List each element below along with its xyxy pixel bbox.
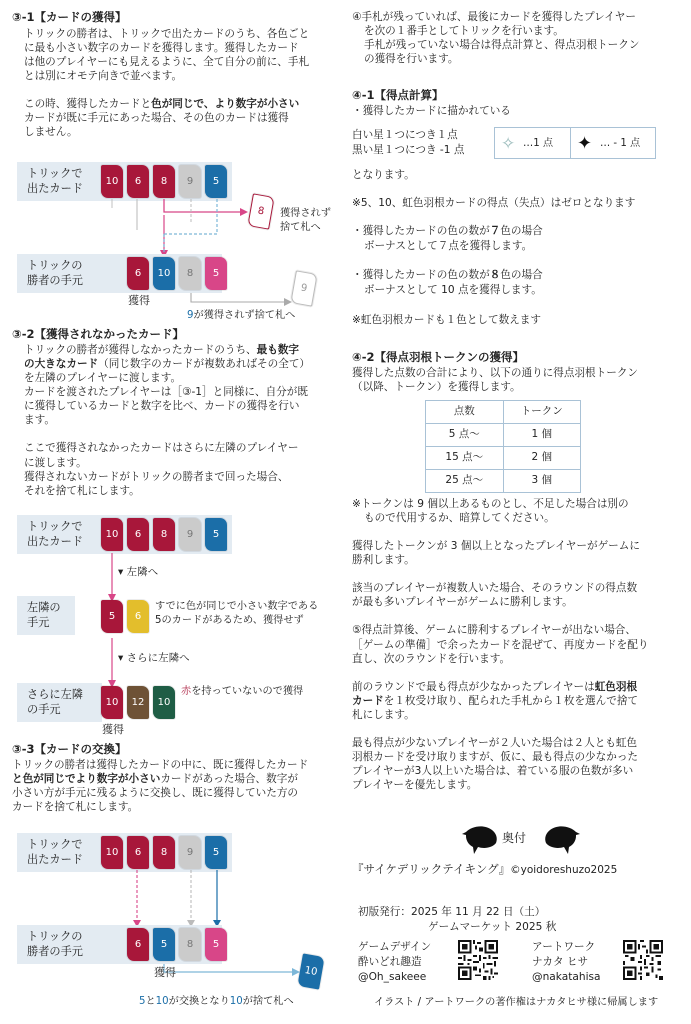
text-line: に獲得しているカードと数字を比べ、カードの獲得を行い — [24, 400, 300, 413]
discard-label: 獲得されず 捨て札へ — [280, 208, 331, 233]
card-brown: 12 — [127, 686, 149, 719]
got-label: 獲得 — [128, 294, 150, 307]
crow-right-icon — [540, 822, 580, 856]
table-row — [426, 424, 581, 447]
text-line: ボーナスとして７点を獲得します。 — [364, 240, 533, 252]
card-gray: 8 — [179, 928, 201, 961]
star-legend-box — [494, 127, 656, 159]
card-blue: 10 — [153, 257, 175, 290]
band-label: さらに左隣 の手元 — [27, 688, 83, 716]
black-star-icon: ✦ — [577, 133, 593, 154]
swap-note: 5と10が交換となり10が捨て札へ — [139, 996, 294, 1007]
text-line: プレイヤーが3人以上いた場合は、着ている服の色数が多い — [352, 765, 634, 778]
card-red: 6 — [127, 836, 149, 869]
text-line: 手札が残っていない場合は得点計算と、得点羽根トークン — [364, 39, 640, 52]
text-line: となります。 — [352, 169, 415, 181]
card-red: 6 — [127, 165, 149, 198]
text-line: が最も多いプレイヤーがゲームに勝利します。 — [352, 596, 573, 609]
release-date: 初版発行：2025 年 11 月 22 日（土） — [358, 906, 546, 918]
text-line: に最も小さい数字のカードを獲得します。獲得したカード — [24, 42, 299, 55]
text-line: ・獲得したカードに描かれている — [352, 105, 511, 117]
text-line: 該当のプレイヤーが複数人いた場合、そのラウンドの得点数 — [352, 582, 638, 595]
text-line: 勝利します。 — [352, 554, 415, 567]
black-star-points: … - 1 点 — [600, 138, 641, 149]
design-credit: ゲームデザイン 酔いどれ趣造 @Oh_sakeee — [358, 941, 432, 983]
text-line: カードを捨て札にします。 — [12, 801, 139, 814]
band-label: 左隣の 手元 — [27, 601, 61, 629]
text-line: と色が同じでより数字が小さいカードがあった場合、数字が — [12, 773, 298, 786]
table-row — [426, 470, 581, 493]
text-line: ここで獲得されなかったカードはさらに左隣のプレイヤー — [24, 442, 299, 455]
text-line: 札にします。 — [352, 708, 415, 721]
text-line: の大きなカード（同じ数字のカードが複数あればその全て） — [24, 358, 311, 371]
table-header: トークン — [503, 401, 581, 424]
card-red: 8 — [153, 165, 175, 198]
text-line: 最も得点が少ないプレイヤーが２人いた場合は２人とも虹色 — [352, 736, 638, 749]
text-line: ※虹色羽根カードも１色として数えます — [352, 314, 541, 326]
text-line: トリックの勝者が獲得しなかったカードのうち、最も数字 — [24, 344, 300, 356]
section-body — [352, 497, 687, 792]
text-line: 獲得したトークンが 3 個以上となったプレイヤーがゲームに — [352, 540, 640, 553]
text-line: この時、獲得したカードと色が同じで、より数字が小さい — [24, 98, 300, 111]
card-red: 10 — [101, 165, 123, 198]
card-red: 10 — [101, 686, 123, 719]
card-blue: 5 — [205, 165, 227, 198]
card-blue: 5 — [205, 518, 227, 551]
discarded-card: 10 — [297, 953, 324, 989]
qr-code-art[interactable] — [623, 940, 663, 980]
card-pink: 5 — [205, 257, 227, 290]
text-line: カードを１枚受け取り、配られた手札から１枚を選んで捨て — [352, 694, 639, 707]
text-line: それを捨て札にします。 — [24, 484, 140, 497]
card-red: 5 — [101, 600, 123, 633]
text-line: ④手札が残っていれば、最後にカードを獲得したプレイヤー — [352, 11, 636, 23]
copyright-note: イラスト / アートワークの著作権はナカタヒサ様に帰属します — [374, 997, 659, 1008]
text-line: ・獲得したカードの色の数が７色の場合 — [352, 225, 543, 237]
text-line: トリックの勝者は、トリックで出たカードのうち、各色ごと — [24, 28, 310, 40]
section-title: ③-2【獲得されなかったカード】 — [12, 327, 185, 341]
card-gray: 9 — [179, 836, 201, 869]
card-blue: 5 — [153, 928, 175, 961]
card-green: 10 — [153, 686, 175, 719]
white-star-icon: ✧ — [501, 134, 516, 154]
text-line: ・獲得したカードの色の数が８色の場合 — [352, 269, 543, 281]
text-line: ※トークンは 9 個以上あるものとし、不足した場合は別の — [352, 498, 629, 510]
arrow-label: ▾ 左隣へ — [118, 566, 159, 578]
band-label: トリックの 勝者の手元 — [27, 930, 83, 958]
got-label: 獲得 — [102, 723, 124, 736]
text-line: 小さい方が手元に残るように交換し、既に獲得していた方の — [12, 787, 299, 800]
text-line: とは別にオモテ向きで並べます。 — [24, 70, 183, 83]
text-line: 直し、次のラウンドを行います。 — [352, 652, 511, 665]
text-line: 黒い星１つにつき -1 点 — [352, 144, 465, 156]
token-table — [425, 400, 581, 493]
text-line: ます。 — [24, 414, 55, 427]
text-line: に渡します。 — [24, 456, 87, 469]
white-star-points: …1 点 — [523, 138, 554, 149]
table-cell: 1 個 — [503, 424, 581, 447]
section-4 — [352, 10, 682, 66]
card-red: 8 — [153, 518, 175, 551]
card-gray: 9 — [179, 165, 201, 198]
table-header: 点数 — [426, 401, 504, 424]
text-line: トリックの勝者は獲得したカードの中に、既に獲得したカード — [12, 759, 309, 771]
text-line: （以降、トークン）を獲得します。 — [352, 381, 521, 393]
text-line: の獲得を行います。 — [364, 53, 459, 66]
band-label: トリックの 勝者の手元 — [27, 259, 83, 287]
text-line: を次の１番手としてトリックを行います。 — [364, 25, 564, 38]
card-yellow: 6 — [127, 600, 149, 633]
table-cell: 3 個 — [503, 470, 581, 493]
table-cell: 25 点〜 — [426, 470, 504, 493]
card-gray: 8 — [179, 257, 201, 290]
text-line: 羽根カードを受け取りますが、仮に、最も得点の少なかった — [352, 751, 639, 764]
release-event: ゲームマーケット 2025 秋 — [428, 921, 557, 933]
arrow-label: ▾ さらに左隣へ — [118, 652, 190, 664]
text-line: は他のプレイヤーにも見えるように、全て自分の前に、手札 — [24, 56, 310, 69]
section-title: ④-2【得点羽根トークンの獲得】 — [352, 350, 525, 364]
card-pink: 5 — [205, 928, 227, 961]
text-line: ※5、10、虹色羽根カードの得点（失点）はゼロとなります — [352, 197, 636, 209]
discarded-card: 8 — [247, 193, 274, 229]
card-red: 6 — [127, 257, 149, 290]
table-header-row — [426, 401, 581, 424]
table-cell: 5 点〜 — [426, 424, 504, 447]
text-line: プレイヤーを優先します。 — [352, 779, 478, 792]
text-line: を左隣のプレイヤーに渡します。 — [24, 372, 182, 385]
card-red: 10 — [101, 518, 123, 551]
diagram-arrows — [0, 0, 345, 1020]
text-line: 前のラウンドで最も得点が少なかったプレイヤーは虹色羽根 — [352, 680, 638, 693]
qr-code-design[interactable] — [458, 940, 498, 980]
text-line: 白い星１つにつき１点 — [352, 129, 458, 141]
text-line: もので代用するか、暗算してください。 — [364, 512, 555, 525]
table-row — [426, 447, 581, 470]
text-line: 獲得されないカードがトリックの勝者まで回った場合、 — [24, 470, 289, 483]
band-label: トリックで 出たカード — [27, 520, 83, 548]
text-line: 獲得した点数の合計により、以下の通りに得点羽根トークン — [352, 367, 639, 379]
art-credit: アートワーク ナカタ ヒサ @nakatahisa — [532, 941, 601, 983]
card-blue: 5 — [205, 836, 227, 869]
mid-note: すでに色が同じで小さい数字である 5のカードがあるため、獲得せず — [155, 601, 319, 627]
text-line: カードが既に手元にあった場合、その色のカードは獲得 — [24, 112, 289, 125]
card-red: 6 — [127, 518, 149, 551]
band-label: トリックで 出たカード — [27, 838, 83, 866]
card-red: 8 — [153, 836, 175, 869]
band-label: トリックで 出たカード — [27, 167, 83, 195]
text-line: カードを渡されたプレイヤーは［③-1］と同様に、自分が既 — [24, 386, 308, 399]
nine-note: 9が獲得されず捨て札へ — [187, 310, 296, 321]
card-red: 10 — [101, 836, 123, 869]
card-red: 6 — [127, 928, 149, 961]
section-title: ③-3【カードの交換】 — [12, 742, 127, 756]
card-gray: 9 — [179, 518, 201, 551]
text-line: ボーナスとして 10 点を獲得します。 — [364, 284, 542, 296]
game-title: 『サイケデリックテイキング』©yoidoreshuzo2025 — [352, 862, 618, 876]
table-cell: 2 個 — [503, 447, 581, 470]
discarded-card: 9 — [290, 270, 317, 306]
crow-left-icon — [462, 822, 502, 856]
text-line: ［ゲームの準備］で余ったカードを混ぜて、再度カードを配り — [352, 638, 649, 651]
colophon-title: 奥付 — [502, 831, 527, 845]
text-line: ⑤得点計算後、ゲームに勝利するプレイヤーが出ない場合、 — [352, 624, 636, 637]
bot-note: 赤を持っていないので獲得 — [181, 686, 304, 697]
got-label: 獲得 — [154, 966, 176, 979]
section-title: ④-1【得点計算】 — [352, 88, 444, 102]
table-cell: 15 点〜 — [426, 447, 504, 470]
section-title: ③-1【カードの獲得】 — [12, 10, 127, 24]
text-line: しません。 — [24, 126, 78, 139]
